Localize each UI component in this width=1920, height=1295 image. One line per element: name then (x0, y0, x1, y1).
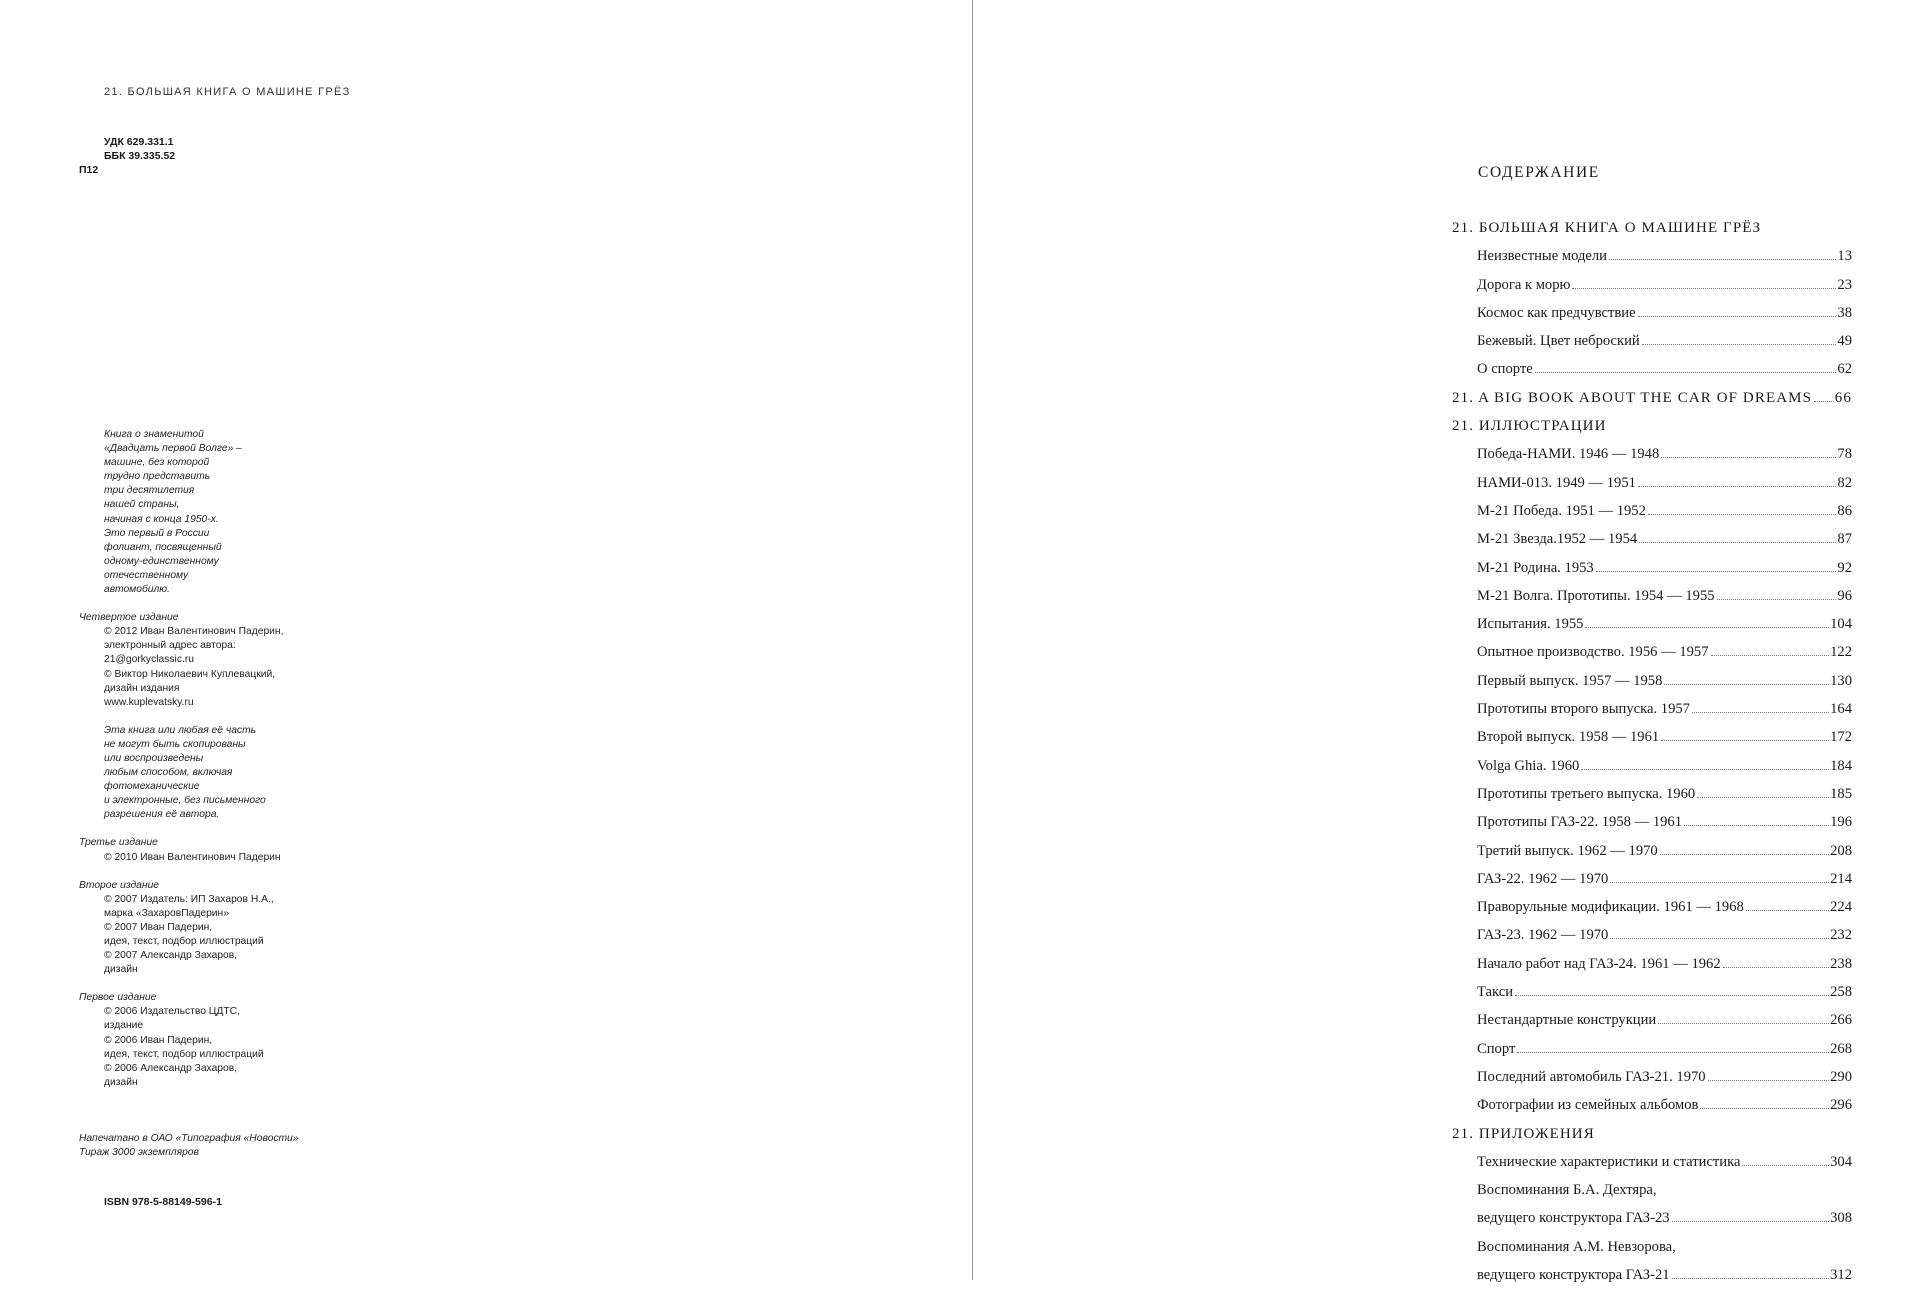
toc-page-number: 266 (1830, 1012, 1852, 1029)
toc-section[interactable] (1452, 418, 1852, 446)
toc-page-number: 196 (1830, 814, 1852, 831)
author-mark: П12 (79, 164, 99, 176)
edition3-label: Третье издание (79, 837, 158, 849)
edition4-label: Четвертое издание (79, 612, 179, 624)
toc-entry-title: Воспоминания Б.А. Дехтяра, (1477, 1182, 1657, 1199)
imprint-block (79, 428, 299, 1160)
edition2-line: марка «ЗахаровПадерин» (104, 907, 229, 919)
toc-leader-dots (1638, 486, 1836, 487)
bbk-code: ББК 39.335.52 (104, 150, 176, 162)
toc-leader-dots (1609, 259, 1836, 260)
edition3-lines (79, 851, 299, 865)
toc-entry-title: Технические характеристики и статистика (1477, 1153, 1741, 1170)
toc-item[interactable] (1452, 616, 1852, 644)
toc-entry-title: ведущего конструктора ГАЗ-23 (1477, 1210, 1670, 1227)
toc-item[interactable] (1452, 1210, 1852, 1238)
toc-leader-dots (1517, 1052, 1829, 1053)
toc-leader-dots (1610, 938, 1829, 939)
toc-section[interactable] (1452, 1126, 1852, 1154)
toc-page-number: 258 (1830, 984, 1852, 1001)
edition2-label: Второе издание (79, 879, 160, 891)
rights-line: или воспроизведены (104, 752, 204, 764)
toc-leader-dots (1610, 882, 1829, 883)
toc-page-number: 92 (1837, 559, 1852, 576)
toc-entry-title: Опытное производство. 1956 — 1957 (1477, 644, 1709, 661)
edition3-line: © 2010 Иван Валентинович Падерин (104, 851, 281, 863)
toc-item[interactable] (1452, 277, 1852, 305)
toc-page-number: 87 (1837, 531, 1852, 548)
toc-entry-title: М-21 Звезда.1952 — 1954 (1477, 531, 1638, 548)
blurb-line: три десятилетия (104, 485, 195, 497)
toc-entry-title: Космос как предчувствие (1477, 304, 1636, 321)
toc-entry-title: Бежевый. Цвет неброский (1477, 333, 1640, 350)
toc-item[interactable] (1452, 503, 1852, 531)
table-of-contents (973, 82, 1852, 1283)
toc-entry-title: Первый выпуск. 1957 — 1958 (1477, 672, 1663, 689)
toc-page-number: 130 (1830, 672, 1852, 689)
toc-item[interactable] (1452, 333, 1852, 361)
blurb-line: фолиант, посвященный (104, 541, 222, 553)
toc-page-number: 214 (1830, 870, 1852, 887)
toc-leader-dots (1692, 712, 1829, 713)
blurb-line: «Двадцать первой Волге» – (104, 443, 242, 455)
toc-page-number: 104 (1830, 616, 1852, 633)
toc-leader-dots (1642, 344, 1837, 345)
edition4-line: © Виктор Николаевич Куплевацкий, (104, 668, 276, 680)
toc-entry-title: Неизвестные модели (1477, 248, 1607, 265)
toc-page-number: 62 (1837, 361, 1852, 378)
toc-item[interactable] (1452, 984, 1852, 1012)
toc-page-number: 308 (1830, 1210, 1852, 1227)
blurb-line: начиная с конца 1950-х. (104, 513, 219, 525)
toc-entry-title: Нестандартные конструкции (1477, 1012, 1657, 1029)
toc-leader-dots (1661, 457, 1836, 458)
toc-leader-dots (1638, 316, 1837, 317)
toc-item[interactable] (1452, 644, 1852, 672)
edition4-line: © 2012 Иван Валентинович Падерин, (104, 626, 284, 638)
toc-entry-title: НАМИ-013. 1949 — 1951 (1477, 474, 1636, 491)
toc-entry-title: Volga Ghia. 1960 (1477, 757, 1580, 774)
edition2-line: © 2007 Издатель: ИП Захаров Н.А., (104, 893, 274, 905)
toc-section[interactable] (1452, 390, 1852, 418)
toc-page-number: 122 (1830, 644, 1852, 661)
printer-line: Напечатано в ОАО «Типография «Новости» (79, 1132, 299, 1144)
toc-item[interactable] (1452, 814, 1852, 842)
toc-page-number: 38 (1837, 304, 1852, 321)
toc-page-number: 296 (1830, 1097, 1852, 1114)
toc-leader-dots (1700, 1108, 1829, 1109)
rights-line: любым способом, включая (104, 767, 233, 779)
right-page (973, 0, 1920, 1283)
toc-section[interactable] (1452, 220, 1852, 248)
edition2-line: © 2007 Александр Захаров, (104, 950, 238, 962)
edition1-line: © 2006 Александр Захаров, (104, 1062, 238, 1074)
blurb-line: Это первый в России (104, 527, 210, 539)
blurb-line: автомобилю. (104, 584, 170, 596)
toc-page-number: 49 (1837, 333, 1852, 350)
toc-item[interactable] (1452, 1239, 1852, 1267)
toc-entry-title: Прототипы ГАЗ-22. 1958 — 1961 (1477, 814, 1683, 831)
toc-entry-title: Прототипы третьего выпуска. 1960 (1477, 785, 1696, 802)
edition4-line: 21@gorkyclassic.ru (104, 654, 194, 666)
toc-item[interactable] (1452, 588, 1852, 616)
toc-leader-dots (1664, 684, 1829, 685)
toc-entry-title: Испытания. 1955 (1477, 616, 1584, 633)
toc-item[interactable] (1452, 305, 1852, 333)
toc-entry-title: Прототипы второго выпуска. 1957 (1477, 701, 1690, 718)
toc-entry-title: М-21 Победа. 1951 — 1952 (1477, 502, 1646, 519)
blurb-line: отечественному (104, 569, 189, 581)
toc-item[interactable] (1452, 758, 1852, 786)
toc-entry-title: Начало работ над ГАЗ-24. 1961 — 1962 (1477, 955, 1721, 972)
toc-item[interactable] (1452, 1154, 1852, 1182)
toc-page-number: 86 (1837, 502, 1852, 519)
toc-entry-title: О спорте (1477, 361, 1533, 378)
toc-leader-dots (1515, 995, 1829, 996)
edition2-line: © 2007 Иван Падерин, (104, 921, 213, 933)
book-blurb (79, 428, 299, 597)
rights-notice (79, 724, 299, 823)
udk-code: УДК 629.331.1 (104, 136, 174, 148)
toc-entry-title: 21. ПРИЛОЖЕНИЯ (1452, 1125, 1595, 1142)
toc-page-number: 172 (1830, 729, 1852, 746)
toc-leader-dots (1596, 571, 1837, 572)
edition2-line: дизайн (104, 964, 138, 976)
toc-leader-dots (1684, 825, 1829, 826)
toc-leader-dots (1746, 910, 1829, 911)
toc-leader-dots (1581, 769, 1829, 770)
toc-page-number: 304 (1830, 1153, 1852, 1170)
toc-item[interactable] (1452, 446, 1852, 474)
classification-codes (79, 135, 175, 177)
rights-line: и электронные, без письменного (104, 795, 266, 807)
blurb-line: машине, без которой (104, 457, 210, 469)
toc-page-number: 232 (1830, 927, 1852, 944)
toc-item[interactable] (1452, 361, 1852, 389)
toc-page-number: 224 (1830, 899, 1852, 916)
toc-entry-title: Спорт (1477, 1040, 1516, 1057)
toc-item[interactable] (1452, 1041, 1852, 1069)
toc-page-number: 23 (1837, 276, 1852, 293)
toc-item[interactable] (1452, 531, 1852, 559)
edition4-line: www.kuplevatsky.ru (104, 696, 194, 708)
toc-leader-dots (1711, 655, 1830, 656)
rights-line: разрешения её автора. (104, 809, 220, 821)
toc-entry-title: 21. ИЛЛЮСТРАЦИИ (1452, 418, 1607, 435)
toc-item[interactable] (1452, 1012, 1852, 1040)
toc-entry-title: Такси (1477, 984, 1514, 1001)
edition1-line: издание (104, 1020, 144, 1032)
toc-page-number: 238 (1830, 955, 1852, 972)
edition1-label: Первое издание (79, 992, 157, 1004)
edition1-lines (79, 1005, 299, 1090)
toc-leader-dots (1814, 401, 1834, 402)
toc-page-number: 78 (1837, 446, 1852, 463)
toc-leader-dots (1660, 854, 1829, 855)
toc-page-number: 66 (1834, 389, 1852, 406)
toc-page-number: 164 (1830, 701, 1852, 718)
toc-leader-dots (1723, 967, 1829, 968)
toc-item[interactable] (1452, 843, 1852, 871)
toc-entry-title: Праворульные модификации. 1961 — 1968 (1477, 899, 1744, 916)
toc-entries (1452, 220, 1852, 1295)
toc-title: СОДЕРЖАНИЕ (1478, 164, 1600, 181)
toc-page-number: 208 (1830, 842, 1852, 859)
toc-item[interactable] (1452, 729, 1852, 757)
toc-leader-dots (1717, 599, 1837, 600)
edition4-line: электронный адрес автора: (104, 640, 236, 652)
toc-item[interactable] (1452, 899, 1852, 927)
toc-leader-dots (1535, 372, 1837, 373)
toc-page-number: 184 (1830, 757, 1852, 774)
blurb-line: нашей страны, (104, 499, 180, 511)
toc-entry-title: ведущего конструктора ГАЗ-21 (1477, 1266, 1670, 1283)
toc-page-number: 96 (1837, 587, 1852, 604)
blurb-line: трудно представить (104, 471, 211, 483)
rights-line: не могут быть скопированы (104, 738, 246, 750)
toc-leader-dots (1672, 1221, 1830, 1222)
toc-entry-title: 21. A BIG BOOK ABOUT THE CAR OF DREAMS (1452, 389, 1813, 406)
toc-leader-dots (1658, 1023, 1829, 1024)
toc-entry-title: Воспоминания А.М. Невзорова, (1477, 1238, 1676, 1255)
edition4-line: дизайн издания (104, 682, 180, 694)
toc-item[interactable] (1452, 475, 1852, 503)
toc-page-number: 312 (1830, 1266, 1852, 1283)
toc-item[interactable] (1452, 1267, 1852, 1295)
rights-line: фотомеханические (104, 781, 200, 793)
toc-entry-title: Последний автомобиль ГАЗ-21. 1970 (1477, 1068, 1706, 1085)
toc-leader-dots (1672, 1278, 1830, 1279)
toc-entry-title: М-21 Волга. Прототипы. 1954 — 1955 (1477, 587, 1715, 604)
toc-item[interactable] (1452, 673, 1852, 701)
toc-page-number: 290 (1830, 1068, 1852, 1085)
toc-page-number: 82 (1837, 474, 1852, 491)
edition2-lines (79, 893, 299, 978)
toc-item[interactable] (1452, 956, 1852, 984)
toc-item[interactable] (1452, 1182, 1852, 1210)
toc-entry-title: Третий выпуск. 1962 — 1970 (1477, 842, 1658, 859)
toc-entry-title: 21. БОЛЬШАЯ КНИГА О МАШИНЕ ГРЁЗ (1452, 220, 1762, 236)
blurb-line: Книга о знаменитой (104, 429, 204, 440)
toc-leader-dots (1661, 740, 1829, 741)
toc-leader-dots (1585, 627, 1829, 628)
toc-entry-title: Победа-НАМИ. 1946 — 1948 (1477, 446, 1660, 463)
toc-entry-title: Фотографии из семейных альбомов (1477, 1097, 1699, 1114)
toc-item[interactable] (1452, 786, 1852, 814)
toc-item[interactable] (1452, 871, 1852, 899)
toc-leader-dots (1639, 542, 1836, 543)
toc-entry-title: Второй выпуск. 1958 — 1961 (1477, 729, 1660, 746)
edition1-line: идея, текст, подбор иллюстраций (104, 1048, 264, 1060)
toc-entry-title: М-21 Родина. 1953 (1477, 559, 1594, 576)
edition4-lines (79, 625, 299, 710)
toc-leader-dots (1742, 1165, 1829, 1166)
edition1-line: © 2006 Иван Падерин, (104, 1034, 213, 1046)
isbn: ISBN 978-5-88149-596-1 (104, 1196, 222, 1208)
toc-leader-dots (1697, 797, 1829, 798)
toc-item[interactable] (1452, 248, 1852, 276)
toc-item[interactable] (1452, 701, 1852, 729)
toc-leader-dots (1648, 514, 1837, 515)
edition1-line: дизайн (104, 1076, 138, 1088)
toc-entry-title: ГАЗ-22. 1962 — 1970 (1477, 870, 1609, 887)
print-run-line: Тираж 3000 экземпляров (79, 1147, 199, 1159)
toc-entry-title: Дорога к морю (1477, 276, 1571, 293)
toc-leader-dots (1572, 288, 1836, 289)
toc-item[interactable] (1452, 927, 1852, 955)
toc-page-number: 185 (1830, 785, 1852, 802)
edition2-line: идея, текст, подбор иллюстраций (104, 936, 264, 947)
toc-page-number: 13 (1837, 248, 1852, 265)
toc-leader-dots (1708, 1080, 1830, 1081)
blurb-line: одному-единственному (104, 555, 219, 567)
toc-item[interactable] (1452, 1097, 1852, 1125)
toc-item[interactable] (1452, 1069, 1852, 1097)
edition1-line: © 2006 Издательство ЦДТС, (104, 1006, 240, 1018)
toc-entry-title: ГАЗ-23. 1962 — 1970 (1477, 927, 1609, 944)
rights-line: Эта книга или любая её часть (104, 724, 257, 736)
toc-item[interactable] (1452, 560, 1852, 588)
toc-page-number: 268 (1830, 1040, 1852, 1057)
running-header: 21. БОЛЬШАЯ КНИГА О МАШИНЕ ГРЁЗ (104, 86, 351, 98)
